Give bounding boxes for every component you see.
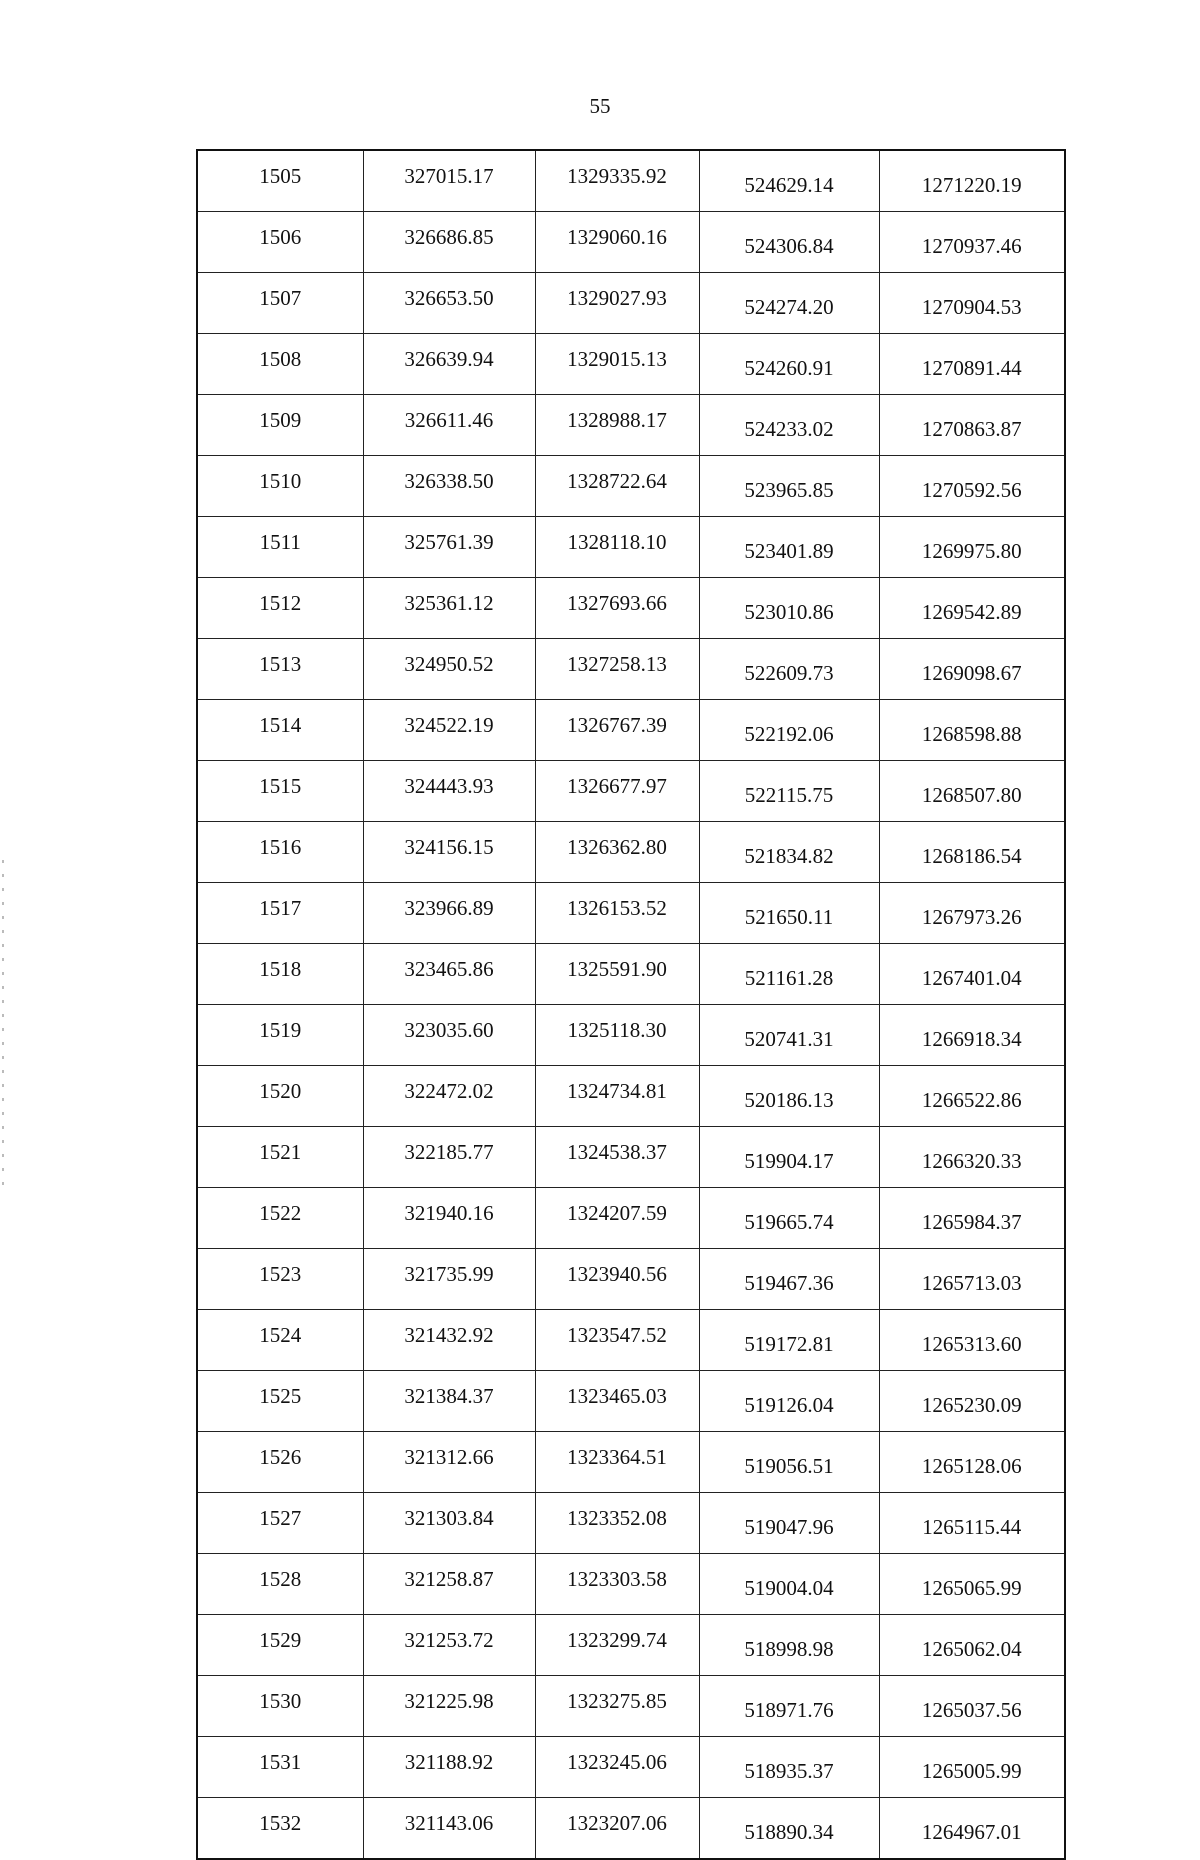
coord-x1-cell: 324443.93: [363, 761, 535, 822]
coord-y1-cell: 1326362.80: [535, 822, 699, 883]
coord-y2-cell: 1265115.44: [879, 1493, 1065, 1554]
coord-x2-cell: 523010.86: [699, 578, 879, 639]
table-row: [197, 395, 1065, 456]
coord-y2-cell: 1267973.26: [879, 883, 1065, 944]
coord-x2-cell: 521650.11: [699, 883, 879, 944]
coord-x2-cell: 524274.20: [699, 273, 879, 334]
table-row: [197, 1127, 1065, 1188]
table-row: [197, 1432, 1065, 1493]
coord-y2-cell: 1270592.56: [879, 456, 1065, 517]
coord-x1-cell: 326338.50: [363, 456, 535, 517]
point-id-cell: 1511: [197, 517, 363, 578]
coord-y2-cell: 1266522.86: [879, 1066, 1065, 1127]
coord-x2-cell: 518890.34: [699, 1798, 879, 1860]
coord-y1-cell: 1323940.56: [535, 1249, 699, 1310]
point-id-cell: 1508: [197, 334, 363, 395]
coordinate-table-body: [197, 150, 1065, 1859]
coord-y1-cell: 1329335.92: [535, 150, 699, 212]
coord-y2-cell: 1268598.88: [879, 700, 1065, 761]
coord-x1-cell: 322185.77: [363, 1127, 535, 1188]
coord-x2-cell: 519004.04: [699, 1554, 879, 1615]
point-id-cell: 1523: [197, 1249, 363, 1310]
coord-x1-cell: 321432.92: [363, 1310, 535, 1371]
table-row: [197, 1554, 1065, 1615]
coord-y1-cell: 1323207.06: [535, 1798, 699, 1860]
point-id-cell: 1510: [197, 456, 363, 517]
table-row: [197, 1310, 1065, 1371]
coord-y2-cell: 1265128.06: [879, 1432, 1065, 1493]
coord-y1-cell: 1326153.52: [535, 883, 699, 944]
coord-x1-cell: 321258.87: [363, 1554, 535, 1615]
table-row: [197, 1737, 1065, 1798]
coord-x1-cell: 326611.46: [363, 395, 535, 456]
coord-x2-cell: 519056.51: [699, 1432, 879, 1493]
coord-x1-cell: 327015.17: [363, 150, 535, 212]
point-id-cell: 1521: [197, 1127, 363, 1188]
coord-y2-cell: 1271220.19: [879, 150, 1065, 212]
table-row: [197, 212, 1065, 273]
coord-y2-cell: 1265065.99: [879, 1554, 1065, 1615]
coord-y2-cell: 1265984.37: [879, 1188, 1065, 1249]
point-id-cell: 1514: [197, 700, 363, 761]
coord-x1-cell: 321225.98: [363, 1676, 535, 1737]
point-id-cell: 1512: [197, 578, 363, 639]
coord-y1-cell: 1327258.13: [535, 639, 699, 700]
coord-x2-cell: 519665.74: [699, 1188, 879, 1249]
point-id-cell: 1525: [197, 1371, 363, 1432]
table-row: [197, 1493, 1065, 1554]
coord-x1-cell: 325761.39: [363, 517, 535, 578]
coord-x1-cell: 324156.15: [363, 822, 535, 883]
coord-y2-cell: 1265037.56: [879, 1676, 1065, 1737]
coord-x2-cell: 521834.82: [699, 822, 879, 883]
coord-y2-cell: 1270891.44: [879, 334, 1065, 395]
point-id-cell: 1513: [197, 639, 363, 700]
coord-x1-cell: 321384.37: [363, 1371, 535, 1432]
coord-y2-cell: 1267401.04: [879, 944, 1065, 1005]
coord-x1-cell: 321940.16: [363, 1188, 535, 1249]
table-row: [197, 273, 1065, 334]
coord-y1-cell: 1327693.66: [535, 578, 699, 639]
coord-x1-cell: 323465.86: [363, 944, 535, 1005]
coord-y1-cell: 1329027.93: [535, 273, 699, 334]
coord-x2-cell: 523401.89: [699, 517, 879, 578]
coord-x2-cell: 519467.36: [699, 1249, 879, 1310]
coord-x1-cell: 323966.89: [363, 883, 535, 944]
coord-y1-cell: 1326677.97: [535, 761, 699, 822]
coord-x2-cell: 520186.13: [699, 1066, 879, 1127]
scan-edge-marks: [2, 860, 4, 1190]
coord-y1-cell: 1323364.51: [535, 1432, 699, 1493]
coord-y1-cell: 1328722.64: [535, 456, 699, 517]
coord-x2-cell: 521161.28: [699, 944, 879, 1005]
coord-x1-cell: 324950.52: [363, 639, 535, 700]
table-row: [197, 1798, 1065, 1860]
coord-x2-cell: 519904.17: [699, 1127, 879, 1188]
coord-y2-cell: 1270904.53: [879, 273, 1065, 334]
coord-x1-cell: 326686.85: [363, 212, 535, 273]
table-row: [197, 1066, 1065, 1127]
coord-y2-cell: 1265713.03: [879, 1249, 1065, 1310]
point-id-cell: 1532: [197, 1798, 363, 1860]
coord-y2-cell: 1266320.33: [879, 1127, 1065, 1188]
coord-y2-cell: 1268507.80: [879, 761, 1065, 822]
coord-x1-cell: 321312.66: [363, 1432, 535, 1493]
coord-x2-cell: 523965.85: [699, 456, 879, 517]
coord-y2-cell: 1265005.99: [879, 1737, 1065, 1798]
point-id-cell: 1526: [197, 1432, 363, 1493]
coord-x2-cell: 524629.14: [699, 150, 879, 212]
coord-y1-cell: 1323245.06: [535, 1737, 699, 1798]
coord-x1-cell: 321303.84: [363, 1493, 535, 1554]
table-row: [197, 456, 1065, 517]
coord-y1-cell: 1328988.17: [535, 395, 699, 456]
coord-y1-cell: 1324734.81: [535, 1066, 699, 1127]
point-id-cell: 1529: [197, 1615, 363, 1676]
coord-x2-cell: 518998.98: [699, 1615, 879, 1676]
coord-y2-cell: 1265313.60: [879, 1310, 1065, 1371]
point-id-cell: 1506: [197, 212, 363, 273]
coord-y1-cell: 1326767.39: [535, 700, 699, 761]
coord-y1-cell: 1328118.10: [535, 517, 699, 578]
coord-y2-cell: 1269098.67: [879, 639, 1065, 700]
point-id-cell: 1507: [197, 273, 363, 334]
point-id-cell: 1505: [197, 150, 363, 212]
coord-y1-cell: 1325118.30: [535, 1005, 699, 1066]
table-row: [197, 1005, 1065, 1066]
coordinate-table: [196, 149, 1066, 1860]
coord-x1-cell: 321188.92: [363, 1737, 535, 1798]
coord-x1-cell: 325361.12: [363, 578, 535, 639]
coord-x2-cell: 524260.91: [699, 334, 879, 395]
table-row: [197, 150, 1065, 212]
coord-y1-cell: 1323275.85: [535, 1676, 699, 1737]
point-id-cell: 1522: [197, 1188, 363, 1249]
point-id-cell: 1528: [197, 1554, 363, 1615]
coord-x1-cell: 321143.06: [363, 1798, 535, 1860]
point-id-cell: 1516: [197, 822, 363, 883]
coord-y2-cell: 1264967.01: [879, 1798, 1065, 1860]
coord-y1-cell: 1323352.08: [535, 1493, 699, 1554]
point-id-cell: 1531: [197, 1737, 363, 1798]
coord-x1-cell: 323035.60: [363, 1005, 535, 1066]
coord-y1-cell: 1324207.59: [535, 1188, 699, 1249]
coord-y1-cell: 1323465.03: [535, 1371, 699, 1432]
coord-y1-cell: 1329015.13: [535, 334, 699, 395]
coord-y1-cell: 1323547.52: [535, 1310, 699, 1371]
coord-x2-cell: 519172.81: [699, 1310, 879, 1371]
coord-x2-cell: 522609.73: [699, 639, 879, 700]
coord-x2-cell: 519126.04: [699, 1371, 879, 1432]
coord-x2-cell: 524233.02: [699, 395, 879, 456]
coord-y2-cell: 1270863.87: [879, 395, 1065, 456]
coord-y2-cell: 1269542.89: [879, 578, 1065, 639]
coord-x2-cell: 518935.37: [699, 1737, 879, 1798]
coord-x1-cell: 321735.99: [363, 1249, 535, 1310]
table-row: [197, 639, 1065, 700]
coord-x1-cell: 324522.19: [363, 700, 535, 761]
coord-x2-cell: 522192.06: [699, 700, 879, 761]
coord-x2-cell: 524306.84: [699, 212, 879, 273]
coord-x1-cell: 321253.72: [363, 1615, 535, 1676]
coord-x1-cell: 326653.50: [363, 273, 535, 334]
point-id-cell: 1524: [197, 1310, 363, 1371]
table-row: [197, 578, 1065, 639]
table-row: [197, 1676, 1065, 1737]
point-id-cell: 1530: [197, 1676, 363, 1737]
page-number: 55: [589, 94, 611, 118]
coord-x2-cell: 522115.75: [699, 761, 879, 822]
coord-y1-cell: 1324538.37: [535, 1127, 699, 1188]
coord-y2-cell: 1270937.46: [879, 212, 1065, 273]
coord-x2-cell: 519047.96: [699, 1493, 879, 1554]
coord-y2-cell: 1269975.80: [879, 517, 1065, 578]
table-row: [197, 517, 1065, 578]
coord-y2-cell: 1266918.34: [879, 1005, 1065, 1066]
point-id-cell: 1527: [197, 1493, 363, 1554]
point-id-cell: 1520: [197, 1066, 363, 1127]
point-id-cell: 1515: [197, 761, 363, 822]
coord-y2-cell: 1268186.54: [879, 822, 1065, 883]
table-row: [197, 1615, 1065, 1676]
point-id-cell: 1518: [197, 944, 363, 1005]
table-row: [197, 761, 1065, 822]
table-row: [197, 1249, 1065, 1310]
coord-y1-cell: 1323303.58: [535, 1554, 699, 1615]
coord-y1-cell: 1323299.74: [535, 1615, 699, 1676]
table-row: [197, 700, 1065, 761]
table-row: [197, 944, 1065, 1005]
table-row: [197, 883, 1065, 944]
coord-y2-cell: 1265062.04: [879, 1615, 1065, 1676]
coord-y1-cell: 1329060.16: [535, 212, 699, 273]
table-row: [197, 822, 1065, 883]
coord-y2-cell: 1265230.09: [879, 1371, 1065, 1432]
point-id-cell: 1519: [197, 1005, 363, 1066]
coord-x1-cell: 322472.02: [363, 1066, 535, 1127]
coord-x1-cell: 326639.94: [363, 334, 535, 395]
point-id-cell: 1517: [197, 883, 363, 944]
coord-y1-cell: 1325591.90: [535, 944, 699, 1005]
table-row: [197, 334, 1065, 395]
coord-x2-cell: 518971.76: [699, 1676, 879, 1737]
table-row: [197, 1371, 1065, 1432]
point-id-cell: 1509: [197, 395, 363, 456]
coord-x2-cell: 520741.31: [699, 1005, 879, 1066]
coordinate-table-container: [196, 149, 1064, 1860]
table-row: [197, 1188, 1065, 1249]
